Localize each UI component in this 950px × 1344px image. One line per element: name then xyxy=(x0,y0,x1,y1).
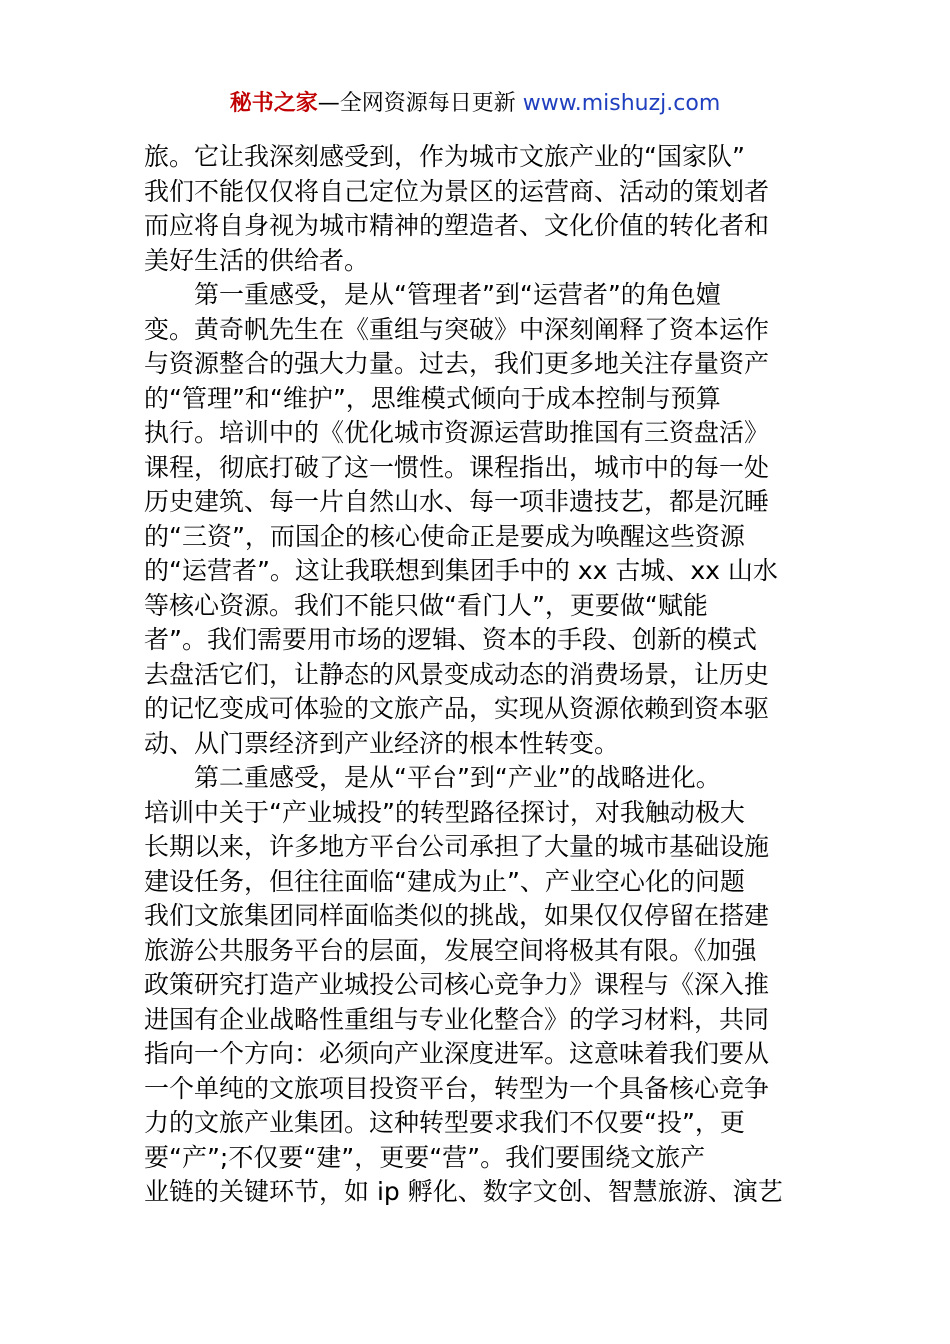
text-line: 等核心资源。我们不能只做“看门人”，更要做“赋能 xyxy=(144,590,708,620)
text-line: 指向一个方向：必须向产业深度进军。这意味着我们要从 xyxy=(144,1039,770,1068)
text-line: 历史建筑、每一片自然山水、每一项非遗技艺，都是沉睡 xyxy=(144,487,770,516)
text-line: 者”。我们需要用市场的逻辑、资本的手段、创新的模式 xyxy=(144,625,757,654)
text-line: 业链的关键环节，如 ip 孵化、数字文创、智慧旅游、演艺 xyxy=(144,1177,783,1206)
paragraph-first-line: 第一重感受，是从“管理者”到“运营者”的角色嬗 xyxy=(194,280,721,309)
text-line: 而应将自身视为城市精神的塑造者、文化价值的转化者和 xyxy=(144,211,770,240)
document-body xyxy=(144,140,808,1210)
header-tagline: —全网资源每日更新 xyxy=(317,91,523,116)
paragraph-first-line: 第二重感受，是从“平台”到“产业”的战略进化。 xyxy=(194,763,721,792)
text-line: 的“管理”和“维护”，思维模式倾向于成本控制与预算 xyxy=(144,383,721,413)
text-line: 动、从门票经济到产业经济的根本性转变。 xyxy=(144,728,620,758)
text-line: 我们不能仅仅将自己定位为景区的运营商、活动的策划者 xyxy=(144,176,770,206)
text-line: 执行。培训中的《优化城市资源运营助推国有三资盘活》 xyxy=(144,418,770,447)
text-line: 的记忆变成可体验的文旅产品，实现从资源依赖到资本驱 xyxy=(144,694,770,723)
text-line: 美好生活的供给者。 xyxy=(144,245,370,275)
text-line: 变。黄奇帆先生在《重组与突破》中深刻阐释了资本运作 xyxy=(144,314,770,344)
text-line: 培训中关于“产业城投”的转型路径探讨，对我触动极大 xyxy=(144,797,745,827)
brand-name: 秘书之家 xyxy=(229,91,318,116)
site-link[interactable]: www.mishuzj.com xyxy=(522,91,721,116)
text-line: 旅游公共服务平台的层面，发展空间将极其有限。《加强 xyxy=(144,935,757,965)
text-line: 去盘活它们，让静态的风景变成动态的消费场景，让历史 xyxy=(144,659,770,689)
text-line: 我们文旅集团同样面临类似的挑战，如果仅仅停留在搭建 xyxy=(144,901,770,930)
text-line: 建设任务，但往往面临“建成为止”、产业空心化的问题 xyxy=(144,866,745,896)
text-line: 的“运营者”。这让我联想到集团手中的 xx 古城、xx 山水 xyxy=(144,556,778,585)
text-line: 进国有企业战略性重组与专业化整合》的学习材料，共同 xyxy=(144,1004,770,1034)
text-line: 与资源整合的强大力量。过去，我们更多地关注存量资产 xyxy=(144,349,770,378)
text-line: 力的文旅产业集团。这种转型要求我们不仅要“投”，更 xyxy=(144,1108,745,1137)
text-line: 要“产”;不仅要“建”，更要“营”。我们要围绕文旅产 xyxy=(144,1142,706,1172)
text-line: 政策研究打造产业城投公司核心竞争力》课程与《深入推 xyxy=(144,970,770,999)
text-line: 旅。它让我深刻感受到，作为城市文旅产业的“国家队” xyxy=(144,142,745,171)
text-line: 一个单纯的文旅项目投资平台，转型为一个具备核心竞争 xyxy=(144,1073,770,1103)
text-line: 长期以来，许多地方平台公司承担了大量的城市基础设施 xyxy=(144,832,770,861)
page-header xyxy=(0,88,950,120)
text-line: 的“三资”，而国企的核心使命正是要成为唤醒这些资源 xyxy=(144,521,745,551)
text-line: 课程，彻底打破了这一惯性。课程指出，城市中的每一处 xyxy=(144,452,770,482)
